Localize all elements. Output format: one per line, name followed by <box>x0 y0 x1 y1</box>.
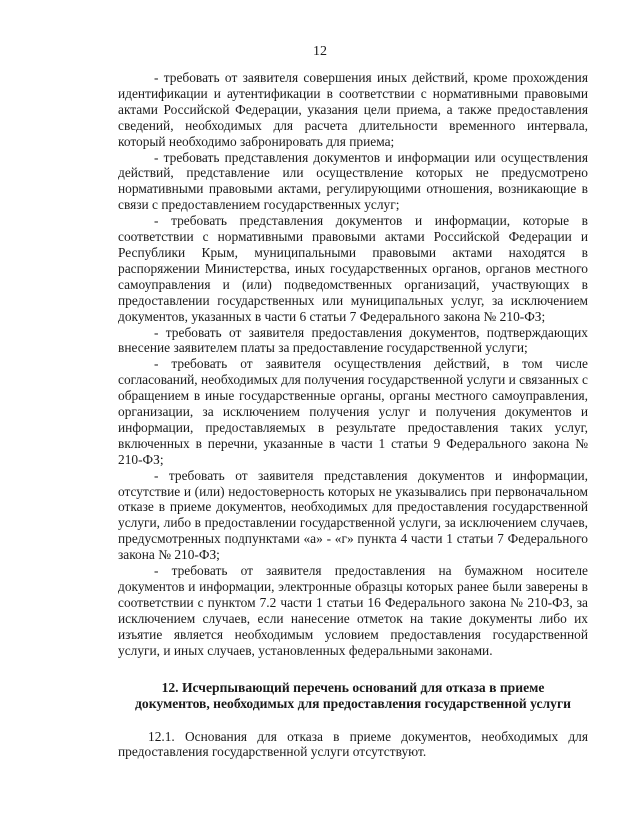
list-item: - требовать от заявителя предоставления документов, подтверждающих внесение заявителем платы за предоставление государственной услуги; <box>118 324 588 356</box>
section-paragraph: 12.1. Основания для отказа в приеме документов, необходимых для предоставления государственной услуги отсутствуют. <box>118 728 588 760</box>
list-item: - требовать от заявителя осуществления действий, в том числе согласований, необходимых для получения государственной услуги и связанных с обращением в иные государственные органы, органы местного самоуправления, организации, за исключением получения услуг и получения документов и информации, предоставляемых в результате предоставления таких услуг, включенных в перечни, указанные в части 1 статьи 9 Федерального закона № 210-ФЗ; <box>118 356 588 467</box>
list-item: - требовать представления документов и информации, которые в соответствии с нормативными правовыми актами Российской Федерации и Республики Крым, муниципальными правовыми актами находятся в распоряжении Министерства, иных государственных органов, органов местного самоуправления и (или) подведомственных организаций, участвующих в предоставлении государственных или муниципальных услуг, за исключением документов, указанных в части 6 статьи 7 Федерального закона № 210-ФЗ; <box>118 213 588 324</box>
section-heading-line-2: документов, необходимых для предоставления государственной услуги <box>135 695 571 711</box>
list-item: - требовать от заявителя совершения иных действий, кроме прохождения идентификации и аутентификации в соответствии с нормативными правовыми актами Российской Федерации, указания цели приема, а также предоставления сведений, необходимых для расчета длительности временного интервала, который необходимо забронировать для приема; <box>118 70 588 149</box>
section-heading <box>118 680 588 712</box>
list-item: - требовать от заявителя представления документов и информации, отсутствие и (или) недостоверность которых не указывались при первоначальном отказе в приеме документов, необходимых для предоставления государственной услуги, либо в предоставлении государственной услуги, за исключением случаев, предусмотренных подпунктами «а» - «г» пункта 4 части 1 статьи 7 Федерального закона № 210-ФЗ; <box>118 467 588 563</box>
list-item: - требовать от заявителя предоставления на бумажном носителе документов и информации, электронные образцы которых ранее были заверены в соответствии с пунктом 7.2 части 1 статьи 16 Федерального закона № 210-ФЗ, за исключением случаев, если нанесение отметок на такие документы либо их изъятие является необходимым условием предоставления государственной услуги, и иных случаев, установленных федеральными законами. <box>118 563 588 658</box>
document-body <box>118 70 588 760</box>
page-number: 12 <box>313 44 327 59</box>
list-item: - требовать представления документов и информации или осуществления действий, представление или осуществление которых не предусмотрено нормативными правовыми актами, регулирующими отношения, возникающие в связи с предоставлением государственных услуг; <box>118 149 588 213</box>
section-heading-line-1: 12. Исчерпывающий перечень оснований для отказа в приеме <box>161 679 545 695</box>
